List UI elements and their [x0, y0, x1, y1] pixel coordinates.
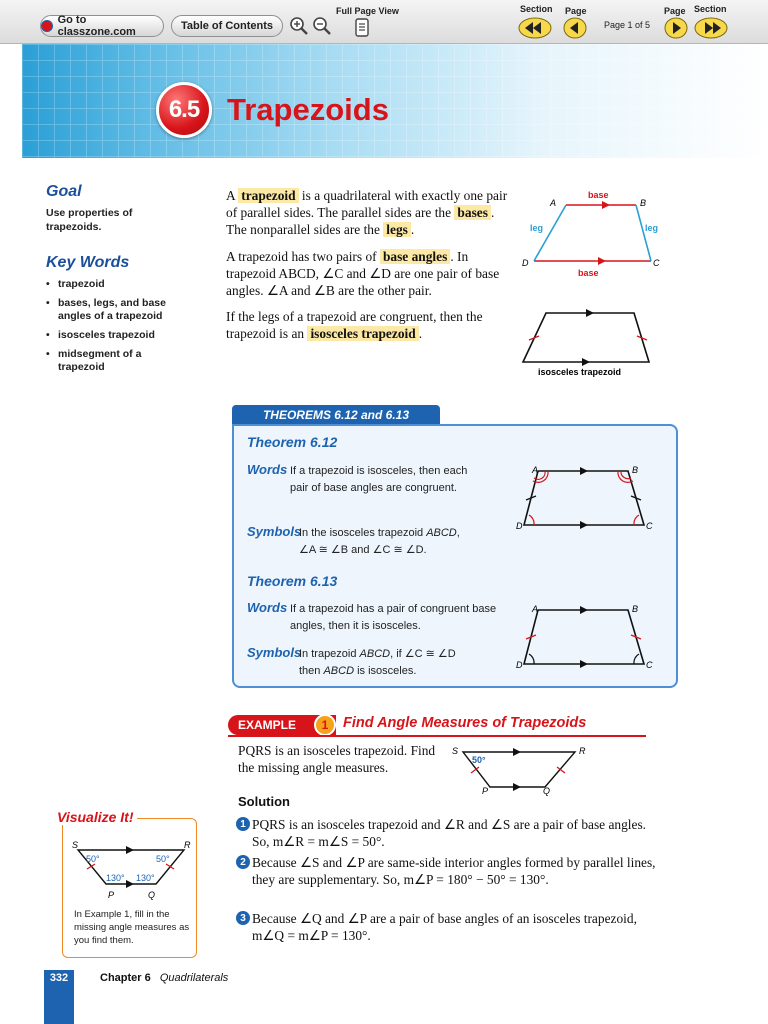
- isosceles-trapezoid-caption: isosceles trapezoid: [538, 367, 622, 377]
- zoom-out-icon[interactable]: [311, 15, 333, 37]
- theorem-6-13-words-label: Words: [247, 600, 288, 615]
- angle-q-value: 130°: [136, 873, 155, 883]
- example-title: Find Angle Measures of Trapezoids: [343, 715, 587, 731]
- list-item: • bases, legs, and base angles of a trapezoid: [46, 297, 186, 323]
- vertex-d: D: [516, 521, 523, 531]
- goal-text: Use properties of trapezoids.: [46, 207, 133, 233]
- theorem-6-12-words: If a trapezoid is isosceles, then each pair of base angles are congruent.: [290, 465, 468, 494]
- step-text: Because ∠S and ∠P are same-side interior angles formed by parallel lines, they are supplementary. So, m∠P = 180° − 50° = 130°.: [252, 855, 656, 887]
- vertex-q: Q: [543, 786, 551, 796]
- navigation-toolbar: [0, 0, 768, 44]
- theorem-6-12-words-label: Words: [247, 462, 288, 477]
- vertex-p: P: [108, 890, 115, 900]
- list-item: • midsegment of a trapezoid: [46, 348, 186, 374]
- label-base-bottom: base: [578, 268, 599, 278]
- solution-step: [236, 816, 656, 850]
- text: .: [418, 326, 423, 341]
- theorem-6-12-symbols-label: Symbols: [247, 524, 302, 539]
- trapezoid-parts-diagram: [516, 185, 676, 280]
- text: ABCD: [359, 648, 391, 660]
- page-number: 332: [49, 972, 69, 984]
- go-to-classzone-button[interactable]: [40, 15, 164, 37]
- text: ABCD: [426, 527, 457, 539]
- next-page-icon[interactable]: [664, 17, 688, 39]
- vertex-q: Q: [148, 890, 156, 900]
- vertex-b: B: [640, 198, 647, 208]
- label-leg-right: leg: [645, 223, 659, 233]
- next-section-icon[interactable]: [694, 17, 728, 39]
- section-left-label: Section: [520, 4, 553, 14]
- text: ,: [456, 527, 460, 539]
- key-words-heading: Key Words: [46, 254, 130, 271]
- text: In trapezoid: [299, 648, 360, 660]
- vertex-p: P: [482, 786, 489, 796]
- term-legs: legs: [383, 222, 411, 237]
- previous-page-icon[interactable]: [563, 17, 587, 39]
- page-indicator: Page 1 of 5: [604, 20, 651, 30]
- term-bases: bases: [454, 205, 491, 220]
- example-rule: [228, 735, 646, 737]
- vertex-a: A: [532, 465, 539, 475]
- key-words-list: [46, 278, 186, 380]
- chapter-footer: [100, 972, 228, 984]
- theorem-6-13-title: Theorem 6.13: [247, 573, 338, 589]
- step-number: 1: [236, 817, 250, 831]
- vertex-s: S: [72, 840, 79, 850]
- goal-heading: Goal: [46, 183, 82, 200]
- zoom-in-icon[interactable]: [288, 15, 310, 37]
- text: . The nonparallel sides are the: [226, 205, 495, 237]
- go-to-classzone-label: Go to classzone.com: [57, 14, 136, 38]
- header-grid-pattern: [22, 44, 768, 158]
- example-trapezoid-diagram: [445, 742, 595, 797]
- vertex-b: B: [632, 604, 639, 614]
- isosceles-trapezoid-diagram: [516, 305, 666, 383]
- table-of-contents-label: Table of Contents: [180, 20, 274, 32]
- label-leg-left: leg: [530, 223, 544, 233]
- base-angles-paragraph: [226, 248, 512, 299]
- text: , if ∠C ≅ ∠D: [390, 648, 456, 660]
- list-item: • trapezoid: [46, 278, 186, 291]
- theorems-tab: THEOREMS 6.12 and 6.13: [232, 405, 440, 425]
- step-number: 3: [236, 911, 250, 925]
- text: ∠A ≅ ∠B and ∠C ≅ ∠D.: [299, 544, 427, 556]
- text: ABCD: [323, 665, 355, 677]
- full-page-view-icon[interactable]: [352, 18, 372, 38]
- visualize-it-caption: In Example 1, fill in the missing angle measures as you find them.: [74, 909, 190, 946]
- text: . In trapezoid ABCD, ∠C and ∠D are one pair of base angles. ∠A and ∠B are the other pair.: [226, 249, 500, 298]
- example-number: 1: [314, 714, 336, 736]
- previous-section-icon[interactable]: [518, 17, 552, 39]
- vertex-d: D: [516, 660, 523, 670]
- theorem-6-13-diagram: [516, 602, 656, 674]
- vertex-b: B: [632, 465, 639, 475]
- vertex-s: S: [452, 746, 459, 756]
- step-text: PQRS is an isosceles trapezoid and ∠R and ∠S are a pair of base angles. So, m∠R = m∠S = 50°.: [252, 817, 647, 849]
- list-item: • isosceles trapezoid: [46, 329, 186, 342]
- angle-s-value: 50°: [86, 854, 100, 864]
- page-left-label: Page: [565, 6, 587, 16]
- label-base-top: base: [588, 190, 609, 200]
- vertex-r: R: [184, 840, 191, 850]
- section-right-label: Section: [694, 4, 727, 14]
- vertex-c: C: [646, 660, 653, 670]
- vertex-c: C: [653, 258, 660, 268]
- text: A: [226, 188, 239, 203]
- example-problem: PQRS is an isosceles trapezoid. Find the missing angle measures.: [238, 743, 436, 775]
- text: If the legs of a trapezoid are congruent, then the trapezoid is an: [226, 309, 483, 341]
- angle-p-value: 130°: [106, 873, 125, 883]
- page-right-label: Page: [664, 6, 686, 16]
- theorem-6-12-title: Theorem 6.12: [247, 434, 338, 450]
- vertex-a: A: [550, 198, 557, 208]
- full-page-view-label: Full Page View: [336, 6, 399, 16]
- theorem-6-12-diagram: [516, 463, 656, 535]
- text: is isosceles.: [354, 665, 417, 677]
- term-trapezoid: trapezoid: [238, 188, 298, 203]
- chapter-title: Quadrilaterals: [159, 972, 229, 984]
- text: then: [299, 665, 324, 677]
- theorem-6-13-symbols: [299, 646, 509, 680]
- text: is a quadrilateral with exactly one pair of parallel sides. The parallel sides are the: [226, 188, 508, 220]
- vertex-d: D: [522, 258, 529, 268]
- solution-step: [236, 910, 656, 944]
- angle-r-value: 50°: [156, 854, 170, 864]
- isosceles-paragraph: [226, 308, 512, 342]
- table-of-contents-button[interactable]: [171, 15, 283, 37]
- term-base-angles: base angles: [380, 249, 450, 264]
- theorem-6-13-words: If a trapezoid has a pair of congruent base angles, then it is isosceles.: [290, 603, 497, 632]
- lesson-title: Trapezoids: [227, 92, 389, 127]
- solution-heading: Solution: [238, 794, 290, 809]
- lesson-number-badge: 6.5: [156, 82, 212, 138]
- theorem-6-12-symbols: [299, 525, 499, 559]
- angle-s-label: 50°: [472, 755, 486, 765]
- example-badge: EXAMPLE: [228, 715, 336, 735]
- trapezoid-definition: [226, 187, 512, 238]
- visualize-it-diagram: [66, 838, 194, 906]
- vertex-r: R: [579, 746, 586, 756]
- step-number: 2: [236, 855, 250, 869]
- chapter-number: Chapter 6: [100, 972, 151, 984]
- vertex-a: A: [532, 604, 539, 614]
- step-text: Because ∠Q and ∠P are a pair of base angles of an isosceles trapezoid, m∠Q = m∠P = 130°.: [252, 911, 637, 943]
- solution-step: [236, 854, 656, 888]
- text: .: [410, 222, 415, 237]
- text: In the isosceles trapezoid: [299, 527, 427, 539]
- classzone-logo-icon: [41, 20, 53, 32]
- theorem-6-13-symbols-label: Symbols: [247, 645, 302, 660]
- term-isosceles-trapezoid: isosceles trapezoid: [307, 326, 418, 341]
- visualize-it-title: Visualize It!: [54, 809, 137, 825]
- vertex-c: C: [646, 521, 653, 531]
- text: A trapezoid has two pairs of: [226, 249, 380, 264]
